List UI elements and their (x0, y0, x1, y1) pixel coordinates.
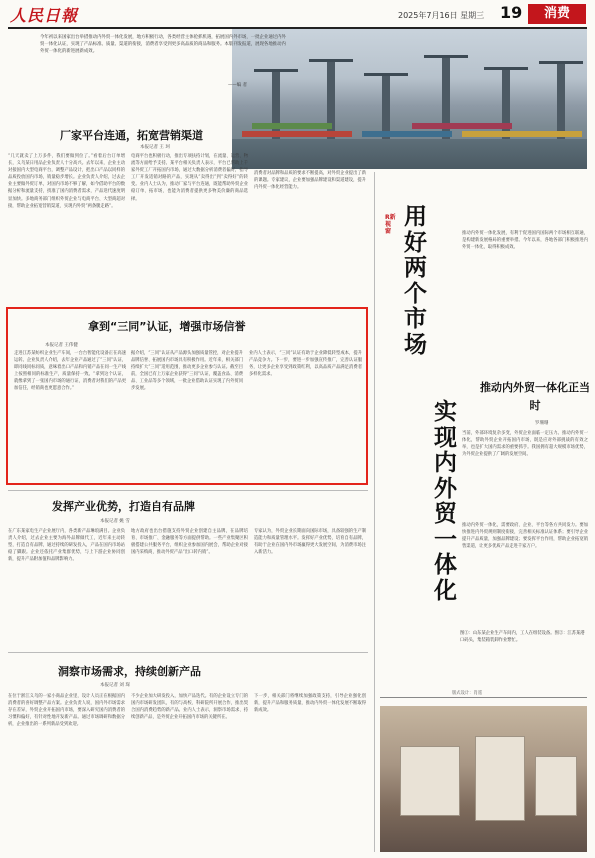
commentary-col-1: 当前，外部环境复杂多变，外贸企业面临一定压力。推动内外贸一体化，帮助外贸企业开拓国内市场，既是应对外部挑战的有效之举，也是扩大国内需求的重要抓手。我国拥有超大规模市场优势，为外贸企业提供了广阔的发展空间。 (462, 431, 588, 458)
commentary-title: 推动内外贸一体化正当时 (480, 381, 590, 412)
article-4-byline: 本报记者 刘 琛 (100, 683, 130, 688)
crane-shape (557, 61, 565, 139)
section-divider (8, 490, 368, 491)
article-3-col-1: 在广东某家电生产企业展厅内，各类新产品琳琅满目。企业负责人介绍，过去企业主要为海外品牌做代工，近年来主动转型，打造自有品牌，通过持续的研发投入，产品在国内市场站稳了脚跟。企业还依托产业集群优势，与上下游企业协同创新，提升产品附加值和品牌影响力。 (8, 529, 125, 563)
container-stack (252, 123, 332, 129)
photo-caption: 图①：山东某企业生产车间内，工人在组装设备。图②：江苏某港口码头，集装箱装卸作业繁忙。 (460, 631, 585, 643)
article-3-col-2: 地方政府也出台措施支持外贸企业创建自主品牌，在品牌培育、市场推广、金融服务等方面提供帮助。一些产业集聚区积极搭建公共服务平台，组织企业参加国内展会，帮助企业对接国内采购商，推动外贸产品“出口转内销”。 (131, 529, 248, 556)
container-stack (362, 131, 452, 137)
section-divider (8, 652, 368, 653)
article-1-col-2: 电商平台也积极行动，推出专项扶持计划，在流量、运营、物流等方面给予支持。某平台相关负责人表示，平台已帮助上千家外贸工厂开拓国内市场，通过大数据分析消费者偏好，指导工厂开发适销对路的产品，实现从“卖得出”到“卖得好”的转变。业内人士认为，推动厂家与平台连通，既能帮助外贸企业稳订单、拓市场，也能为消费者提供更多物美价廉的商品选择。 (131, 154, 248, 202)
article-3-col-3: 专家认为，外贸企业长期面向国际市场，具备较强的生产制造能力和质量管理水平。发挥好产业优势，培育自有品牌，有助于企业在国内外市场赢得更大发展空间，为消费市场注入新活力。 (254, 529, 366, 556)
container-stack (462, 131, 582, 137)
machine-shape (475, 736, 525, 821)
article-3-byline: 本报记者 姚 雪 (100, 519, 130, 524)
container-stack (412, 123, 512, 129)
article-1-col-3: 消费者对品牌和品质的要求不断提高，对外贸企业提出了新的课题。专家建议，企业要加强品牌建设和渠道建设，提升内外贸一体化经营能力。 (254, 171, 366, 191)
article-2-title: 拿到“三同”认证，增强市场信誉 (88, 320, 246, 333)
commentary-col-2: 推动内外贸一体化，需要政府、企业、平台等各方共同发力。要加快推进内外贸规则制度衔接，完善相关标准认证体系；要引导企业提升产品质量，加强品牌建设；要发挥平台作用，帮助企业拓宽销售渠道，让更多优质产品走进千家万户。 (462, 523, 588, 550)
section-badge: 消费 (528, 4, 586, 24)
article-3-title: 发挥产业优势，打造自有品牌 (52, 500, 195, 513)
container-stack (242, 131, 352, 137)
commentary-byline: 罗珊珊 (535, 421, 549, 426)
article-4-col-3: 下一步，相关部门将继续加强政策支持，引导企业强化创新，提升产品和服务质量，推动内外贸一体化发展不断取得新成效。 (254, 694, 366, 714)
section-tag: R新视窗 (385, 214, 396, 235)
newspaper-logo: 人民日報 (10, 6, 79, 25)
machine-shape (400, 746, 460, 816)
vertical-headline-a: 用好两个市场 (404, 204, 427, 358)
caption-rule (380, 697, 587, 698)
water (232, 139, 587, 169)
editor-signature: ——编 者 (228, 83, 247, 88)
page-number: 19 (500, 3, 523, 22)
layout-editor: 版式设计：肖遥 (452, 691, 483, 696)
feature-intro: 推动内外贸一体化发展，有利于促进国内国际两个市场相互联通，是构建新发展格局的重要举措。今年以来，各地各部门积极推进内外贸一体化，取得积极成效。 (462, 231, 588, 251)
article-2-byline: 本报记者 王伟健 (45, 343, 78, 348)
article-4-col-1: 在位于浙江义乌的一家小商品企业里，设计人员正在根据国内消费者的喜好调整产品方案。企业负责人说，国内外市场需求存在差异，外贸企业开拓国内市场，要深入研究国内消费者的习惯和偏好，有针对性地开发新产品。通过市场调研和数据分析，企业推出的一系列新品受到欢迎。 (8, 694, 125, 728)
article-4-col-2: 不少企业加大研发投入，加快产品迭代。有的企业设立专门的国内市场研发团队，有的与高校、科研院所开展合作，推出契合国内消费趋势的新产品。业内人士表示，洞察市场需求、持续创新产品，是外贸企业开拓国内市场的关键所在。 (131, 694, 248, 721)
factory-photo (380, 706, 587, 852)
article-1-byline: 本报记者 王 珂 (140, 145, 170, 150)
article-2-col-2: 据介绍，“三同”认证从产品源头加强质量管控，对企业提升品牌信誉、拓展国内市场具有积极作用。近年来，相关部门持续扩大“三同”适用范围，推动更多企业参与认证。截至目前，全国已有上万家企业获得“三同”认证，覆盖食品、消费品、工业品等多个领域，一批企业借助认证实现了内外贸同步发展。 (131, 351, 243, 392)
editor-note: 今年初以来国家出台举措推动内外贸一体化发展，地方积极行动，各类经营主体抢抓机遇，拓展国内外市场，一批企业通过内外贸一体化认证，实现了产品标准、质量、渠道的衔接，消费者享受到更多高品质的商品和服务。本版刊发报道，展现各地推动内外贸一体化的新进展新成效。 (40, 35, 286, 55)
article-1-col-1: “几天就卖了上万多件，我们要做到位了。”看着后台订单增长，义乌某日用品企业负责人十分高兴。去年以来，企业主动对接国内大型电商平台，调整产品设计，把出口产品以同样的品质投放国内市场，销量稳步增长。企业负责人介绍，过去企业主要做外贸订单，对国内市场不够了解，如今借助平台的数据分析和流量支持，找准了国内消费者需求，产品迭代速度明显加快。多地商务部门组织外贸企业与电商平台、大型商超对接，帮助企业拓宽营销渠道，实现内外贸“两条腿走路”。 (8, 154, 125, 209)
crane-shape (382, 73, 390, 139)
issue-date: 2025年7月16日 星期三 (398, 11, 485, 20)
machine-shape (535, 756, 577, 816)
article-2-col-3: 业内人士表示，“三同”认证有助于企业降低转型成本，提升产品竞争力。下一步，要进一步加强宣传推广，完善认证服务，让更多企业享受到政策红利，以高品质产品满足消费者多样化需求。 (249, 351, 362, 378)
masthead (0, 0, 595, 30)
article-1-title: 厂家平台连通，拓宽营销渠道 (60, 129, 203, 142)
column-divider (374, 172, 375, 852)
article-4-title: 洞察市场需求，持续创新产品 (58, 665, 201, 678)
article-2-col-1: 走进江苏某纺织企业生产车间，一台台智能化设备正在高速运转。企业负责人介绍，去年企业产品通过了“三同”认证，即同线同标同质，意味着出口产品和内销产品在同一生产线上按照相同的标准生产，质量保持一致。“拿到这个认证，就像拿到了一张国内市场的通行证，消费者对我们的产品更加信任，经销商也更愿意合作。” (14, 351, 126, 392)
vertical-headline-b: 实现内外贸一体化 (434, 399, 457, 604)
